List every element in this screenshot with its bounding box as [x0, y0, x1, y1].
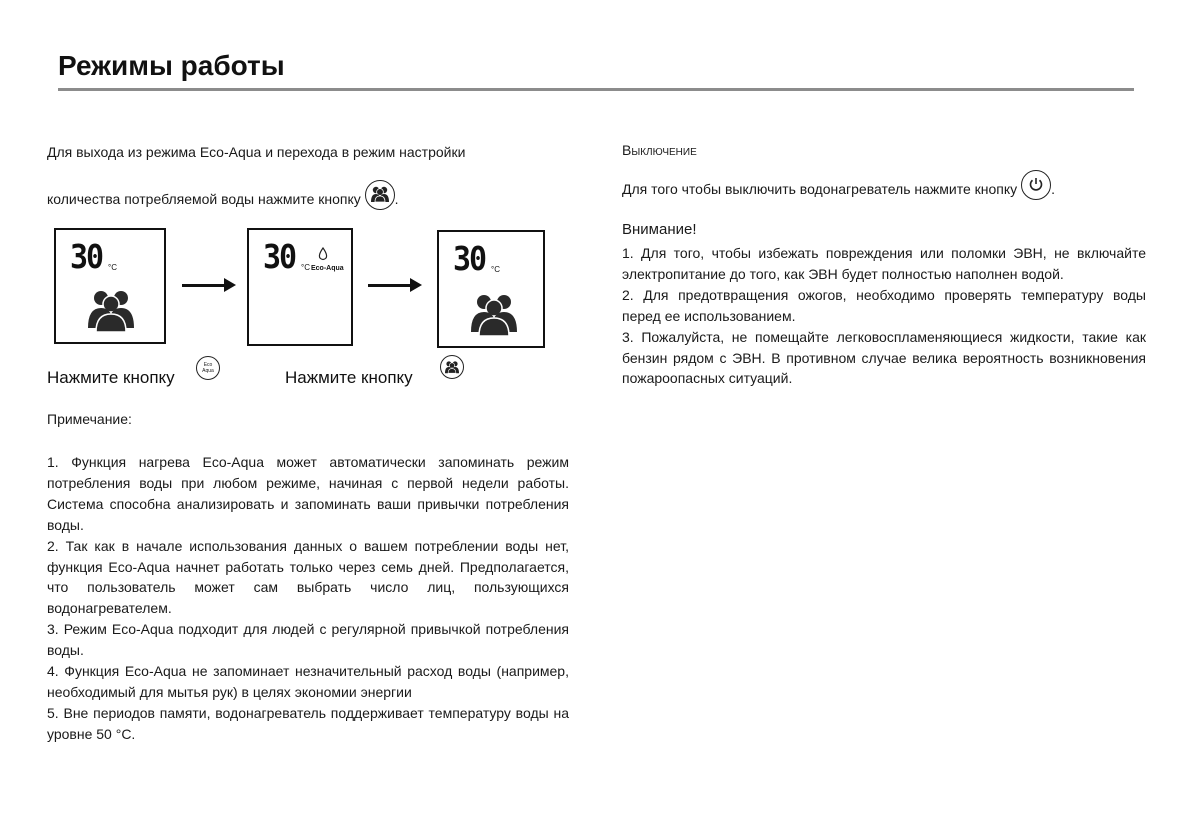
- display-screen-3: [437, 230, 545, 348]
- power-off-heading: Выключение: [622, 142, 697, 158]
- power-button-icon: [1021, 170, 1051, 200]
- warning-item: 3. Пожалуйста, не помещайте легковоспламеняющиеся жидкости, такие как бензин рядом с ЭВН. В противном случае велика вероятность возникновения пожароопасных ситуаций.: [622, 328, 1146, 387]
- power-off-paragraph: [622, 170, 1055, 201]
- note-heading: Примечание:: [47, 411, 132, 427]
- screen1-temperature: 30: [70, 238, 103, 277]
- notes-list: [47, 452, 569, 745]
- press-button-label-1: Нажмите кнопку: [47, 368, 175, 387]
- arrow-right-icon: [182, 284, 226, 287]
- press-button-label-2: Нажмите кнопку: [285, 368, 413, 387]
- screen3-temperature: 30: [453, 240, 486, 279]
- screen2-unit: °C: [301, 263, 310, 272]
- note-item: 2. Так как в начале использования данных о вашем потреблении воды нет, функция Eco-Aqua начнет работать только через семь дней. Предполагается, что пользователь может сам выбрать число лиц, пользующихся водонагревателем.: [47, 537, 569, 617]
- eco-aqua-button-icon: [196, 356, 220, 380]
- screen2-temperature: 30: [263, 238, 296, 277]
- display-screen-1: [54, 228, 166, 344]
- eco-aqua-button-line-1: Eco: [203, 362, 213, 368]
- intro-line-2: количества потребляемой воды нажмите кнопку: [47, 191, 361, 207]
- eco-aqua-icon: [317, 247, 329, 261]
- intro-paragraph: [47, 140, 569, 211]
- warnings-list: [622, 243, 1146, 389]
- power-off-text: Для того чтобы выключить водонагреватель нажмите кнопку: [622, 181, 1018, 197]
- note-item: 4. Функция Eco-Aqua не запоминает незначительный расход воды (например, необходимый для мытья рук) в целях экономии энергии: [47, 663, 569, 700]
- screen1-unit: °C: [108, 263, 117, 272]
- people-icon: [88, 288, 134, 332]
- screen3-unit: °C: [491, 265, 500, 274]
- page-title: Режимы работы: [58, 50, 285, 81]
- intro-line-1: Для выхода из режима Eco-Aqua и перехода в режим настройки: [47, 144, 466, 160]
- warning-heading: Внимание!: [622, 221, 697, 238]
- display-screen-2: [247, 228, 353, 346]
- note-item: 5. Вне периодов памяти, водонагреватель поддерживает температуру воды на уровне 50 °C.: [47, 704, 569, 742]
- eco-aqua-button-line-2: Aqua: [202, 368, 214, 374]
- people-button-small-icon: [440, 355, 464, 379]
- arrow-right-icon: [368, 284, 412, 287]
- warning-item: 1. Для того, чтобы избежать повреждения или поломки ЭВН, не включайте электропитание до того, как ЭВН будет полностью наполнен водой.: [622, 245, 1146, 282]
- note-item: 3. Режим Eco-Aqua подходит для людей с регулярной привычкой потребления воды.: [47, 621, 569, 659]
- note-item: 1. Функция нагрева Eco-Aqua может автоматически запоминать режим потребления воды при любом режиме, начиная с первой недели работы. Система способна анализировать и запоминать ваши привычки потребления воды.: [47, 454, 569, 533]
- people-icon: [471, 292, 517, 336]
- intro-end: .: [394, 191, 399, 207]
- power-off-end: .: [1051, 181, 1055, 197]
- screen2-mode-label: Eco-Aqua: [311, 265, 344, 272]
- title-divider: [58, 88, 1134, 91]
- people-button-icon: [365, 180, 395, 210]
- warning-item: 2. Для предотвращения ожогов, необходимо проверять температуру воды перед ее использованием.: [622, 286, 1146, 324]
